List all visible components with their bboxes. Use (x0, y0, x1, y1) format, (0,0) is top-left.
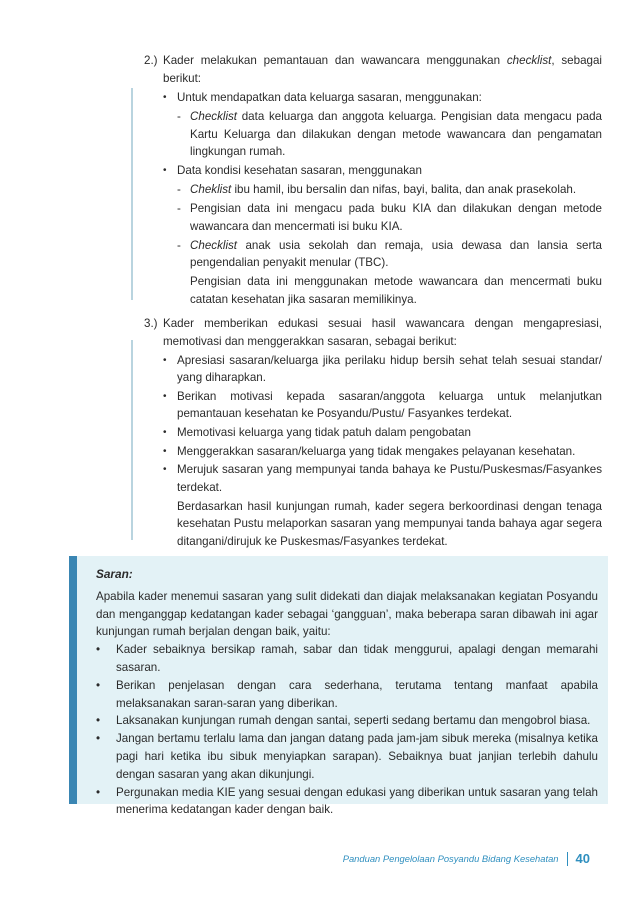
bullet-icon: • (163, 427, 167, 438)
list-item: • Pergunakan media KIE yang sesuai dengan edukasi yang diberikan untuk sasaran yang telah menerima kedatangan kader dengan baik. (96, 784, 598, 820)
saran-callout (69, 556, 608, 817)
step-text: Kader memberikan edukasi sesuai hasil wawancara dengan mengapresiasi, memotivasi dan menggerakkan sasaran, sebagai berikut: (163, 316, 602, 348)
bullet-icon: • (96, 714, 101, 728)
dash-icon: - (177, 182, 181, 196)
step-number: 2.) (144, 54, 158, 67)
dash-icon: - (177, 110, 181, 124)
main-content (144, 52, 602, 551)
list-item: - Checklist anak usia sekolah dan remaja, usia dewasa dan lansia serta pengendalian penyakit menular (TBC). (177, 237, 602, 272)
list-item: • Memotivasi keluarga yang tidak patuh dalam pengobatan (163, 424, 602, 442)
bullet-icon: • (96, 643, 101, 657)
list-item: • Berikan motivasi kepada sasaran/anggota keluarga untuk melanjutkan pemantauan kesehatan ke Posyandu/Pustu/ Fasyankes terdekat. (163, 388, 602, 423)
step-2 (144, 52, 602, 88)
list-item: • Jangan bertamu terlalu lama dan jangan datang pada jam-jam sibuk mereka (misalnya ketika pagi hari ketika ibu sibuk menyiapkan sarapan). Sebaiknya buat janjian terlebih dahulu dengan sasaran yang akan dikunjungi. (96, 730, 598, 783)
bullet-icon: • (163, 390, 167, 402)
page-number: 40 (575, 851, 590, 866)
page-footer (343, 851, 590, 866)
footer-title: Panduan Pengelolaan Posyandu Bidang Kesehatan (342, 853, 559, 864)
note-paragraph: Berdasarkan hasil kunjungan rumah, kader segera berkoordinasi dengan tenaga kesehatan Pustu melaporkan sasaran yang mempunyai tanda bahaya agar segera ditangani/dirujuk ke Puskesmas/Fasyankes terdekat. (177, 499, 602, 549)
step-3 (144, 315, 602, 351)
callout-body (96, 566, 598, 819)
bullet-icon: • (163, 445, 167, 457)
list-item: • Menggerakkan sasaran/keluarga yang tidak mengakes pelayanan kesehatan. (163, 443, 602, 461)
list-item: • Laksanakan kunjungan rumah dengan santai, seperti sedang bertamu dan mengobrol biasa. (96, 712, 598, 730)
callout-intro: Apabila kader menemui sasaran yang sulit didekati dan diajak melaksanakan kegiatan Posyandu dan menganggap kedatangan kader sebagai ‘gangguan’, maka beberapa saran dibawah ini agar kunjungan rumah berjalan dengan baik, yaitu: (96, 589, 598, 639)
list-item: • Kader sebaiknya bersikap ramah, sabar dan tidak menggurui, apalagi dengan memarahi sasaran. (96, 641, 598, 677)
dash-icon: - (177, 202, 181, 216)
list-item: - Checklist data keluarga dan anggota keluarga. Pengisian data mengacu pada Kartu Keluarga dan dilakukan dengan metode wawancara dan pengamatan lingkungan rumah. (177, 108, 602, 161)
bullet-icon: • (163, 92, 167, 103)
list-item: - Cheklist ibu hamil, ibu bersalin dan nifas, bayi, balita, dan anak prasekolah. (177, 181, 602, 199)
list-item: • Data kondisi kesehatan sasaran, menggunakan (163, 162, 602, 180)
list-item: • Untuk mendapatkan data keluarga sasaran, menggunakan: (163, 89, 602, 107)
list-item: • Apresiasi sasaran/keluarga jika perilaku hidup bersih sehat telah sesuai standar/ yang diharapkan. (163, 352, 602, 387)
dash-icon: - (177, 238, 181, 252)
bullet-icon: • (163, 354, 167, 366)
list-item: - Pengisian data ini mengacu pada buku KIA dan dilakukan dengan metode wawancara dan mencermati isi buku KIA. (177, 200, 602, 235)
step-number: 3.) (144, 316, 158, 330)
callout-accent-bar (69, 556, 77, 804)
bullet-icon: • (96, 785, 101, 799)
list-item: • Berikan penjelasan dengan cara sederhana, terutama tentang manfaat apabila melaksanakan saran-saran yang diberikan. (96, 677, 598, 713)
footer-divider (567, 852, 568, 866)
list-item: • Merujuk sasaran yang mempunyai tanda bahaya ke Pustu/Puskesmas/Fasyankes terdekat. (163, 461, 602, 496)
step-text: Kader melakukan pemantauan dan wawancara menggunakan checklist, sebagai berikut: (163, 54, 602, 85)
bullet-icon: • (96, 732, 101, 746)
guide-line (131, 340, 133, 540)
callout-title: Saran: (96, 567, 133, 581)
bullet-icon: • (163, 164, 167, 176)
note-paragraph: Pengisian data ini menggunakan metode wawancara dan mencermati buku catatan kesehatan jika sasaran memilikinya. (190, 275, 602, 307)
bullet-icon: • (96, 678, 101, 692)
guide-line (131, 88, 133, 300)
bullet-icon: • (163, 464, 167, 476)
